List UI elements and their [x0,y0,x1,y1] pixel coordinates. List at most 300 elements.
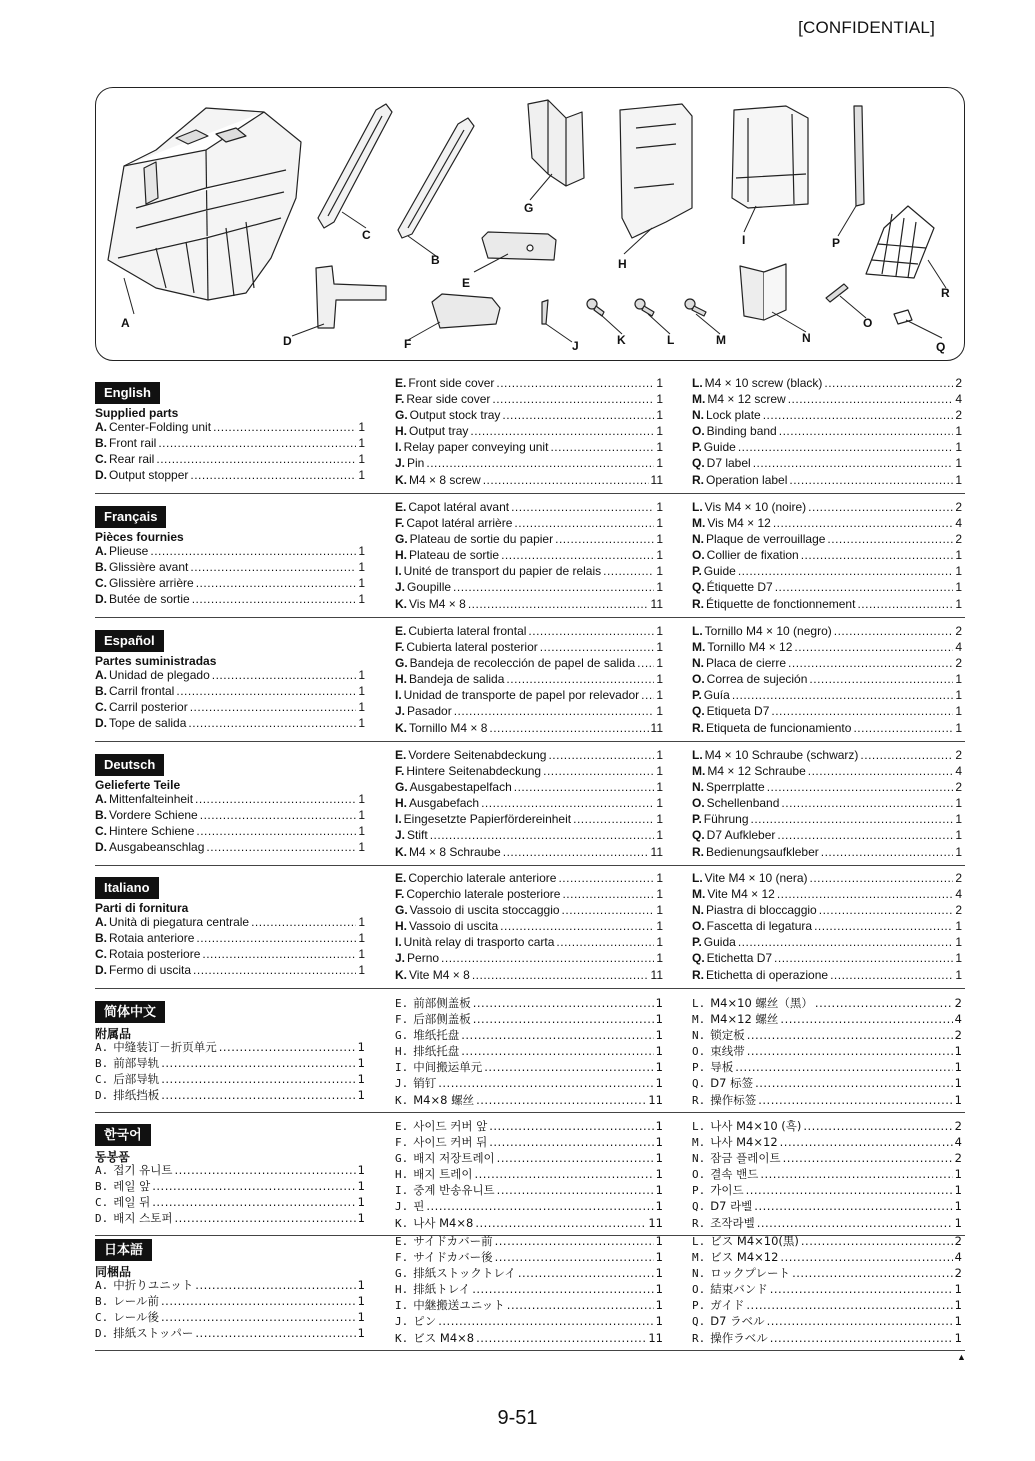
part-letter: A. [95,1041,109,1054]
leader-dots [814,919,953,933]
part-name: M4 × 8 Schraube [409,844,501,859]
part-quantity: 1 [955,951,962,966]
part-quantity: 1 [954,1215,962,1230]
part-item [395,1011,663,1027]
part-item [692,580,962,596]
part-quantity: 1 [955,796,962,811]
parts-column [95,792,365,856]
part-letter: F. [395,1136,409,1150]
part-item [95,560,365,576]
part-item [692,1313,962,1329]
part-quantity: 1 [955,456,962,471]
part-quantity: 4 [955,640,962,655]
section-2 [95,500,965,620]
part-quantity: 1 [954,1167,962,1182]
part-letter: Q. [692,580,705,595]
part-quantity: 1 [955,548,962,563]
part-name: Tornillo M4 × 8 [409,720,488,735]
part-name: Correa de sujeción [706,672,808,687]
binding-band-drawing [826,284,848,302]
callout-f: F [404,337,412,351]
leader-dots [819,903,954,917]
leader-dots [213,420,356,434]
part-quantity: 1 [656,580,663,595]
part-name: 中折りユニット [113,1278,194,1292]
part-name: Ausgabestapelfach [409,780,512,795]
part-name: D7 标签 [710,1076,754,1091]
leader-dots [801,1234,953,1248]
part-letter: C. [95,700,107,715]
part-item [692,440,962,456]
part-name: ビス M4×12 [710,1250,779,1265]
part-letter: F. [395,1013,409,1027]
part-quantity: 2 [955,656,962,671]
part-name: M4 × 12 screw [707,392,786,407]
part-name: Etiqueta de funcionamiento [706,720,852,735]
part-letter: B. [95,808,107,823]
part-letter: G. [395,532,408,547]
part-quantity: 1 [955,704,962,719]
part-name: 잠금 플레이트 [710,1151,781,1166]
part-item [395,995,663,1011]
part-letter: A. [95,915,107,929]
language-tag: Italiano [95,877,159,899]
part-item [395,1215,663,1231]
part-name: 조작라벨 [710,1215,755,1230]
part-quantity: 1 [358,792,365,806]
part-name: Étiquette de fonctionnement [706,596,856,611]
leader-dots [472,968,649,982]
parts-column [95,420,365,484]
part-letter: P. [692,1061,706,1075]
part-name: Tornillo M4 × 10 (negro) [704,624,832,638]
part-name: 배지 트레이 [413,1167,473,1182]
part-name: ロックプレート [710,1266,791,1281]
part-quantity: 1 [655,1028,663,1043]
part-name: 操作标签 [710,1092,757,1107]
part-letter: H. [395,919,407,934]
leader-dots [518,1266,654,1280]
part-quantity: 1 [955,844,962,859]
part-item [692,1265,962,1281]
part-letter: A. [95,1279,109,1292]
part-name: Capot latéral arrière [406,516,513,531]
part-name: ガイド [710,1298,745,1313]
part-letter: G. [395,903,408,918]
part-letter: H. [395,1168,409,1182]
part-letter: I. [395,1184,409,1198]
part-item [395,473,663,489]
part-quantity: 2 [954,996,962,1010]
part-item [95,468,365,484]
part-item [692,640,962,656]
part-letter: D. [95,592,107,607]
part-name: Guida [703,935,736,950]
part-name: Carril posterior [109,700,188,715]
part-quantity: 4 [955,764,962,779]
leader-dots [808,500,953,514]
leader-dots [641,688,654,702]
leader-dots [746,1183,953,1197]
part-item [692,1150,962,1166]
part-quantity: 4 [955,516,962,531]
callout-j: J [572,339,579,353]
part-letter: N. [692,1152,706,1166]
part-name: Operation label [706,472,788,487]
part-item [692,473,962,489]
leader-dots [161,1072,355,1086]
part-quantity: 1 [357,1195,365,1210]
leader-dots [212,668,357,682]
part-item [95,931,365,947]
part-item [692,1330,962,1346]
part-quantity: 1 [656,456,663,471]
leader-dots [475,1216,646,1230]
part-letter: F. [395,392,405,407]
leader-dots [801,548,954,562]
callout-g: G [524,201,534,215]
part-letter: M. [692,392,706,407]
part-item [395,376,663,392]
parts-column [95,1039,365,1103]
part-letter: L. [692,500,703,514]
part-name: Schellenband [706,796,780,811]
part-quantity: 1 [954,1199,962,1214]
part-quantity: 1 [656,919,663,934]
part-letter: R. [692,1331,706,1345]
parts-column [692,624,962,737]
leader-dots [476,1093,646,1107]
leader-dots [161,1088,355,1102]
leader-dots [426,1199,653,1213]
leader-dots [152,1195,355,1209]
callout-o: O [863,316,873,330]
leader-dots [502,408,654,422]
part-letter: I. [395,935,402,950]
part-name: Placa de cierre [706,656,787,671]
part-item [692,796,962,812]
part-letter: Q. [692,1200,706,1214]
part-item [692,1043,962,1059]
part-quantity: 1 [656,500,663,514]
part-name: 나사 M4×12 [710,1135,778,1150]
part-item [95,1039,365,1055]
part-letter: R. [692,472,704,487]
leader-dots [161,1056,355,1070]
part-quantity: 1 [656,812,663,827]
part-letter: M. [692,1136,706,1150]
part-item [395,500,663,516]
part-letter: R. [692,967,704,982]
leader-dots [158,436,356,450]
section-7 [95,1118,965,1238]
part-letter: E. [395,748,407,762]
part-item [95,1071,365,1087]
leader-dots [860,748,953,762]
part-quantity: 1 [358,420,365,434]
leader-dots [468,597,649,611]
page-number: 9-51 [497,1407,538,1429]
part-quantity: 1 [357,1278,365,1292]
part-item [395,1092,663,1108]
leader-dots [441,951,654,965]
part-name: M4 × 10 Schraube (schwarz) [704,748,859,762]
callout-i: I [742,233,746,247]
part-quantity: 1 [655,1167,663,1182]
part-name: Binding band [706,424,777,439]
part-quantity: 1 [357,1072,365,1087]
part-letter: D. [95,468,107,483]
part-quantity: 2 [955,376,962,390]
part-letter: L. [692,997,706,1010]
leader-dots [543,764,654,778]
part-name: M4×8 螺丝 [413,1092,475,1107]
part-name: Rear side cover [406,392,491,407]
part-item [395,748,663,764]
part-quantity: 1 [358,716,365,731]
part-quantity: 1 [656,516,663,531]
part-quantity: 11 [648,1215,663,1230]
leader-dots [500,919,654,933]
part-letter: K. [395,596,407,611]
part-name: Rotaia posteriore [109,947,201,962]
part-quantity: 1 [955,935,962,950]
leader-dots [779,424,954,438]
part-quantity: 1 [655,1135,663,1150]
part-item [395,845,663,861]
part-letter: M. [692,640,706,655]
leader-dots [821,845,954,859]
part-letter: P. [692,688,702,703]
part-letter: I. [395,1299,409,1313]
part-item [395,408,663,424]
part-quantity: 1 [358,808,365,823]
callout-r: R [941,286,950,300]
part-item [395,721,663,737]
callout-k: K [617,333,626,347]
part-letter: P. [692,440,702,455]
supplied-parts-heading: Gelieferte Teile [95,778,181,792]
part-quantity: 1 [656,376,663,390]
part-name: Bandeja de recolección de papel de salida [409,656,636,671]
part-quantity: 11 [650,844,663,859]
part-name: Vis M4 × 10 (noire) [704,500,807,514]
part-quantity: 1 [655,1314,663,1329]
leader-dots [771,704,953,718]
part-item [95,1162,365,1178]
part-letter: L. [692,624,703,638]
part-letter: D. [95,963,107,978]
leader-dots [156,452,356,466]
leader-dots [767,1314,953,1328]
part-letter: I. [395,688,402,703]
supplied-parts-heading: Supplied parts [95,406,179,420]
leader-dots [794,640,953,654]
leader-dots [430,828,655,842]
part-letter: N. [692,903,704,918]
parts-column [692,1118,962,1231]
part-item [395,919,663,935]
part-quantity: 1 [955,424,962,439]
part-name: Vassoio di uscita [409,919,499,934]
language-tag: Deutsch [95,754,164,776]
operation-label-drawing [866,206,934,278]
part-name: 나사 M4×8 [413,1215,474,1230]
callout-p: P [832,236,841,250]
leader-dots [777,887,953,901]
leader-dots [558,871,654,885]
callout-h: H [618,257,627,271]
part-item [395,1075,663,1091]
leader-dots [738,440,953,454]
part-item [95,1087,365,1103]
section-8 [95,1233,965,1353]
part-name: Führung [703,812,749,827]
part-letter: B. [95,560,107,575]
leader-dots [824,376,953,390]
part-quantity: 2 [955,500,962,514]
part-item [692,392,962,408]
part-quantity: 1 [358,963,365,978]
part-letter: C. [95,576,107,591]
part-letter: L. [692,748,703,762]
part-item [395,440,663,456]
part-item [395,935,663,951]
part-item [692,548,962,564]
part-name: ピン [413,1314,437,1329]
leader-dots [176,684,356,698]
part-name: Plieuse [109,544,149,558]
leader-dots [196,576,357,590]
part-quantity: 2 [955,871,962,885]
part-item [395,672,663,688]
part-letter: L. [692,376,703,390]
part-item [95,808,365,824]
part-name: Hintere Seitenabdeckung [406,764,542,779]
part-item [395,1297,663,1313]
leader-dots [481,796,654,810]
language-tag: Français [95,506,166,528]
part-item [692,995,962,1011]
part-name: レール後 [113,1310,160,1325]
leader-dots [195,1278,355,1292]
leader-dots [792,1266,953,1280]
part-name: Bedienungsaufkleber [706,844,819,859]
leader-dots [495,1234,654,1248]
part-letter: B. [95,1295,109,1309]
part-name: Guía [703,688,730,703]
parts-column [395,871,663,984]
part-letter: Q. [692,456,705,471]
part-name: Collier de fixation [706,548,799,563]
callout-q: Q [936,340,946,354]
leader-dots [511,500,654,514]
output-tray-drawing [620,104,692,238]
part-name: Rear rail [109,452,155,467]
part-name: Coperchio laterale anteriore [408,871,557,885]
section-divider [95,1112,965,1113]
part-quantity: 1 [357,1179,365,1194]
leader-dots [774,951,953,965]
part-name: Bandeja de salida [409,672,505,687]
part-letter: M. [692,887,706,902]
part-item [395,796,663,812]
supplied-parts-heading: 동봉품 [95,1150,130,1164]
part-name: Vite M4 × 8 [409,967,470,982]
part-letter: G. [395,656,408,671]
part-quantity: 1 [955,564,962,579]
part-item [692,564,962,580]
part-name: Vordere Schiene [109,808,198,823]
section-3 [95,624,965,744]
part-quantity: 1 [655,1044,663,1059]
part-name: 操作ラベル [710,1330,768,1345]
part-item [395,1233,663,1249]
language-tag: 日本語 [95,1239,152,1261]
part-letter: L. [692,1235,706,1248]
part-quantity: 1 [655,1151,663,1166]
leader-dots [438,1076,653,1090]
part-item [692,968,962,984]
part-letter: B. [95,1180,109,1194]
leader-dots [809,672,953,686]
leader-dots [497,1151,654,1165]
leader-dots [453,580,654,594]
part-name: Vis M4 × 8 [409,596,466,611]
part-name: 結束バンド [710,1282,768,1297]
part-name: Front rail [109,436,157,451]
part-letter: H. [395,424,407,439]
part-name: Cubierta lateral frontal [408,624,527,638]
part-item [395,424,663,440]
part-item [692,812,962,828]
lock-plate-drawing [740,266,764,320]
leader-dots [150,544,356,558]
part-name: Unidad de plegado [109,668,210,682]
part-letter: C. [95,947,107,962]
part-name: 排紙トレイ [413,1282,471,1297]
part-letter: H. [395,1283,409,1297]
part-name: Relay paper conveying unit [403,440,549,455]
part-item [692,780,962,796]
part-quantity: 1 [955,812,962,827]
part-letter: M. [692,1013,706,1027]
part-item [692,456,962,472]
part-item [395,516,663,532]
part-letter: B. [95,436,107,451]
part-letter: J. [395,951,406,966]
part-quantity: 1 [357,1310,365,1325]
part-letter: G. [395,1152,409,1166]
part-name: 레일 뒤 [113,1195,151,1210]
part-quantity: 1 [955,828,962,843]
part-quantity: 1 [655,1298,663,1313]
part-quantity: 1 [358,840,365,855]
part-quantity: 1 [358,931,365,946]
parts-column [692,995,962,1108]
part-item [395,1150,663,1166]
part-letter: R. [692,1093,706,1107]
leader-dots [834,624,954,638]
part-quantity: 1 [656,532,663,547]
part-name: Vite M4 × 10 (nera) [704,871,808,885]
part-quantity: 1 [955,688,962,703]
part-name: Fascetta di legatura [706,919,813,934]
leader-dots [496,376,654,390]
leader-dots [514,516,654,530]
part-item [692,919,962,935]
part-name: Plateau de sortie [409,548,500,563]
